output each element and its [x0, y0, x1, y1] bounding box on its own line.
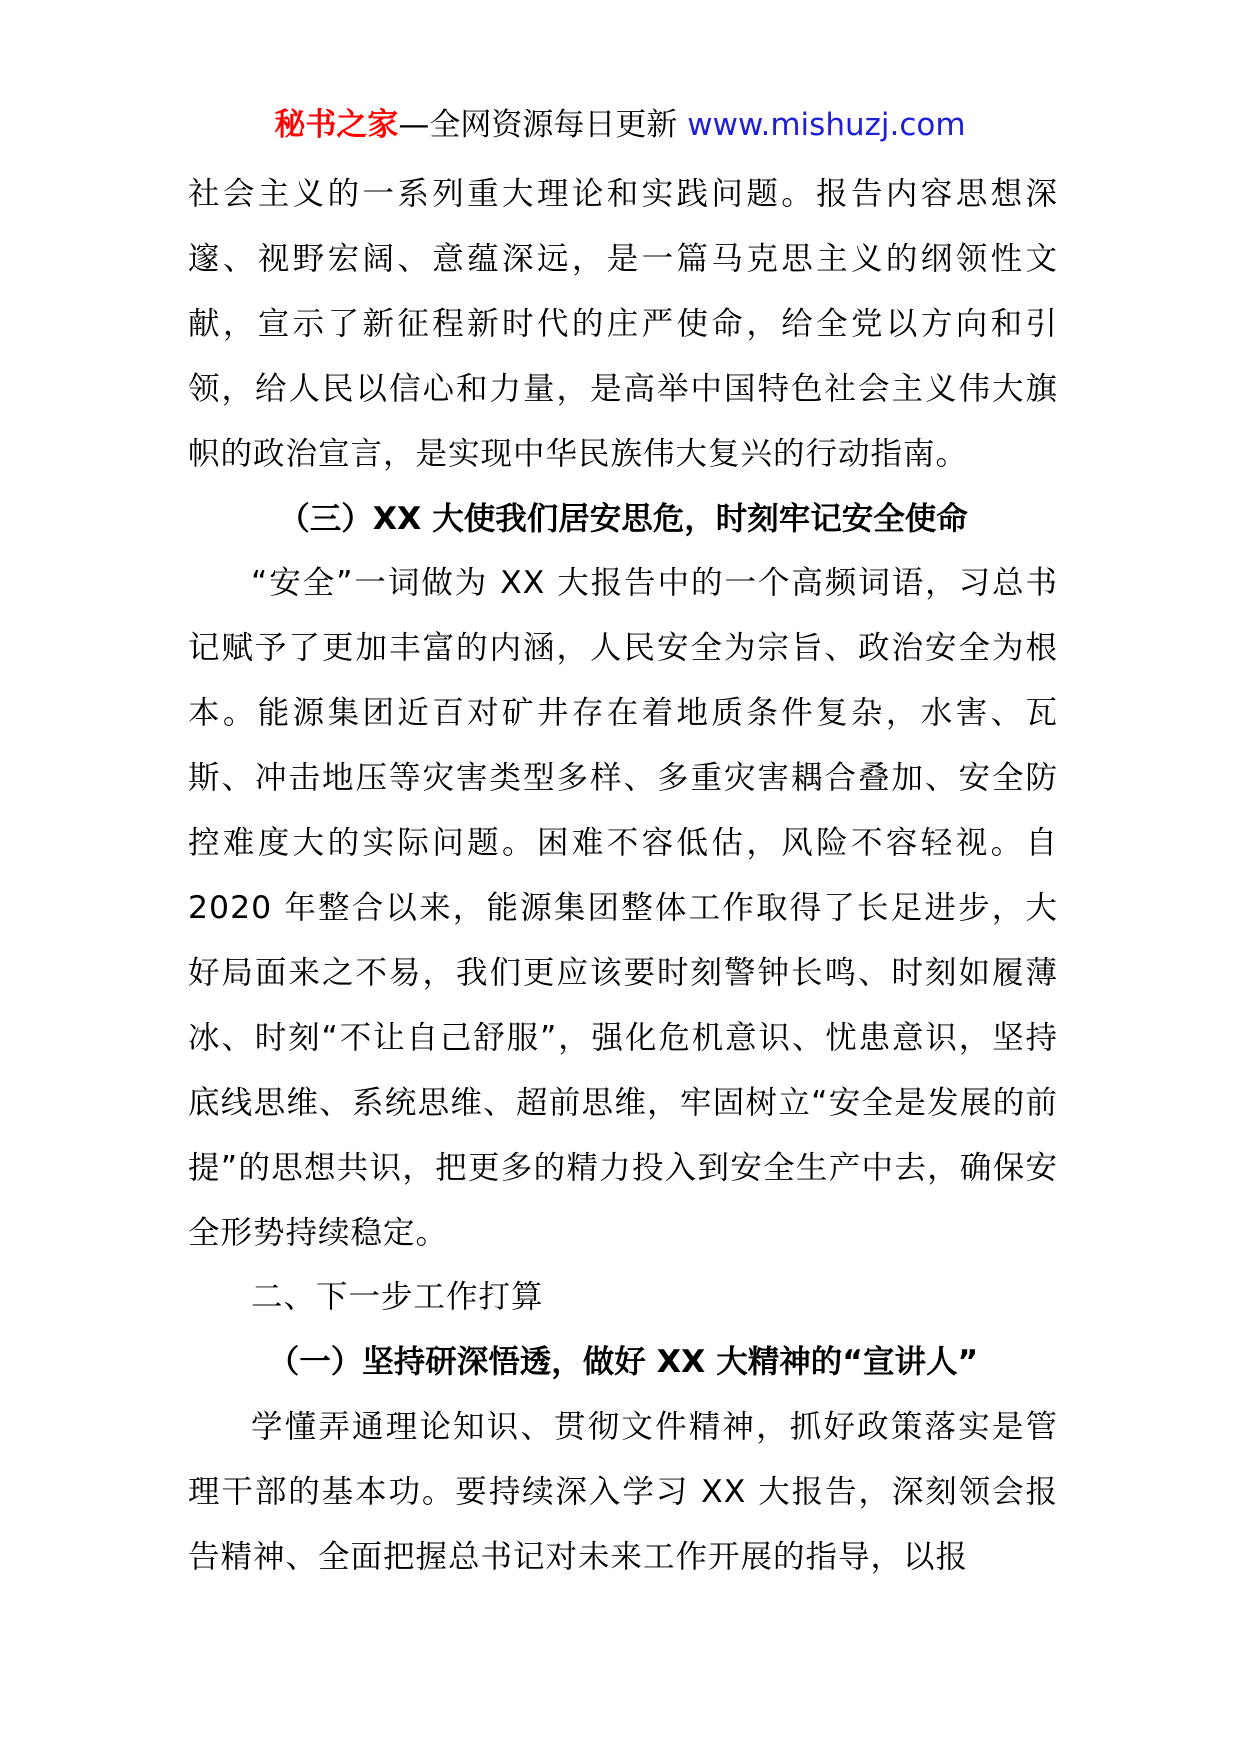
- paragraph-continued: 社会主义的一系列重大理论和实践问题。报告内容思想深邃、视野宏阔、意蕴深远，是一篇马克思主义的纲领性文献，宣示了新征程新时代的庄严使命，给全党以方向和引领，给人民以信心和力量，是高举中国特色社会主义伟大旗帜的政治宣言，是实现中华民族伟大复兴的行动指南。: [188, 176, 1058, 472]
- document-body: [188, 162, 1058, 1590]
- section-heading-next-steps: 二、下一步工作打算: [251, 1279, 544, 1316]
- website-link[interactable]: www.mishuzj.com: [687, 107, 966, 143]
- brand-name: 秘书之家: [274, 107, 399, 143]
- paragraph-study: 学懂弄通理论知识、贯彻文件精神，抓好政策落实是管理干部的基本功。要持续深入学习 XX 大报告，深刻领会报告精神、全面把握总书记对未来工作开展的指导，以报: [188, 1409, 1058, 1576]
- subheading-1: （一）坚持研深悟透，做好 XX 大精神的“宣讲人”: [267, 1344, 979, 1381]
- page-header: [0, 103, 1240, 147]
- paragraph-safety: “安全”一词做为 XX 大报告中的一个高频词语，习总书记赋予了更加丰富的内涵，人民安全为宗旨、政治安全为根本。能源集团近百对矿井存在着地质条件复杂，水害、瓦斯、冲击地压等灾害类型多样、多重灾害耦合叠加、安全防控难度大的实际问题。困难不容低估，风险不容轻视。自 2020 年整合以来，能源集团整体工作取得了长足进步，大好局面来之不易，我们更应该要时刻警钟长鸣、时刻如履薄冰、时刻“不让自己舒服”，强化危机意识、忧患意识，坚持底线思维、系统思维、超前思维，牢固树立“安全是发展的前提”的思想共识，把更多的精力投入到安全生产中去，确保安全形势持续稳定。: [188, 565, 1058, 1251]
- header-tagline: —全网资源每日更新: [398, 107, 688, 143]
- subheading-3: （三）XX 大使我们居安思危，时刻牢记安全使命: [278, 500, 968, 537]
